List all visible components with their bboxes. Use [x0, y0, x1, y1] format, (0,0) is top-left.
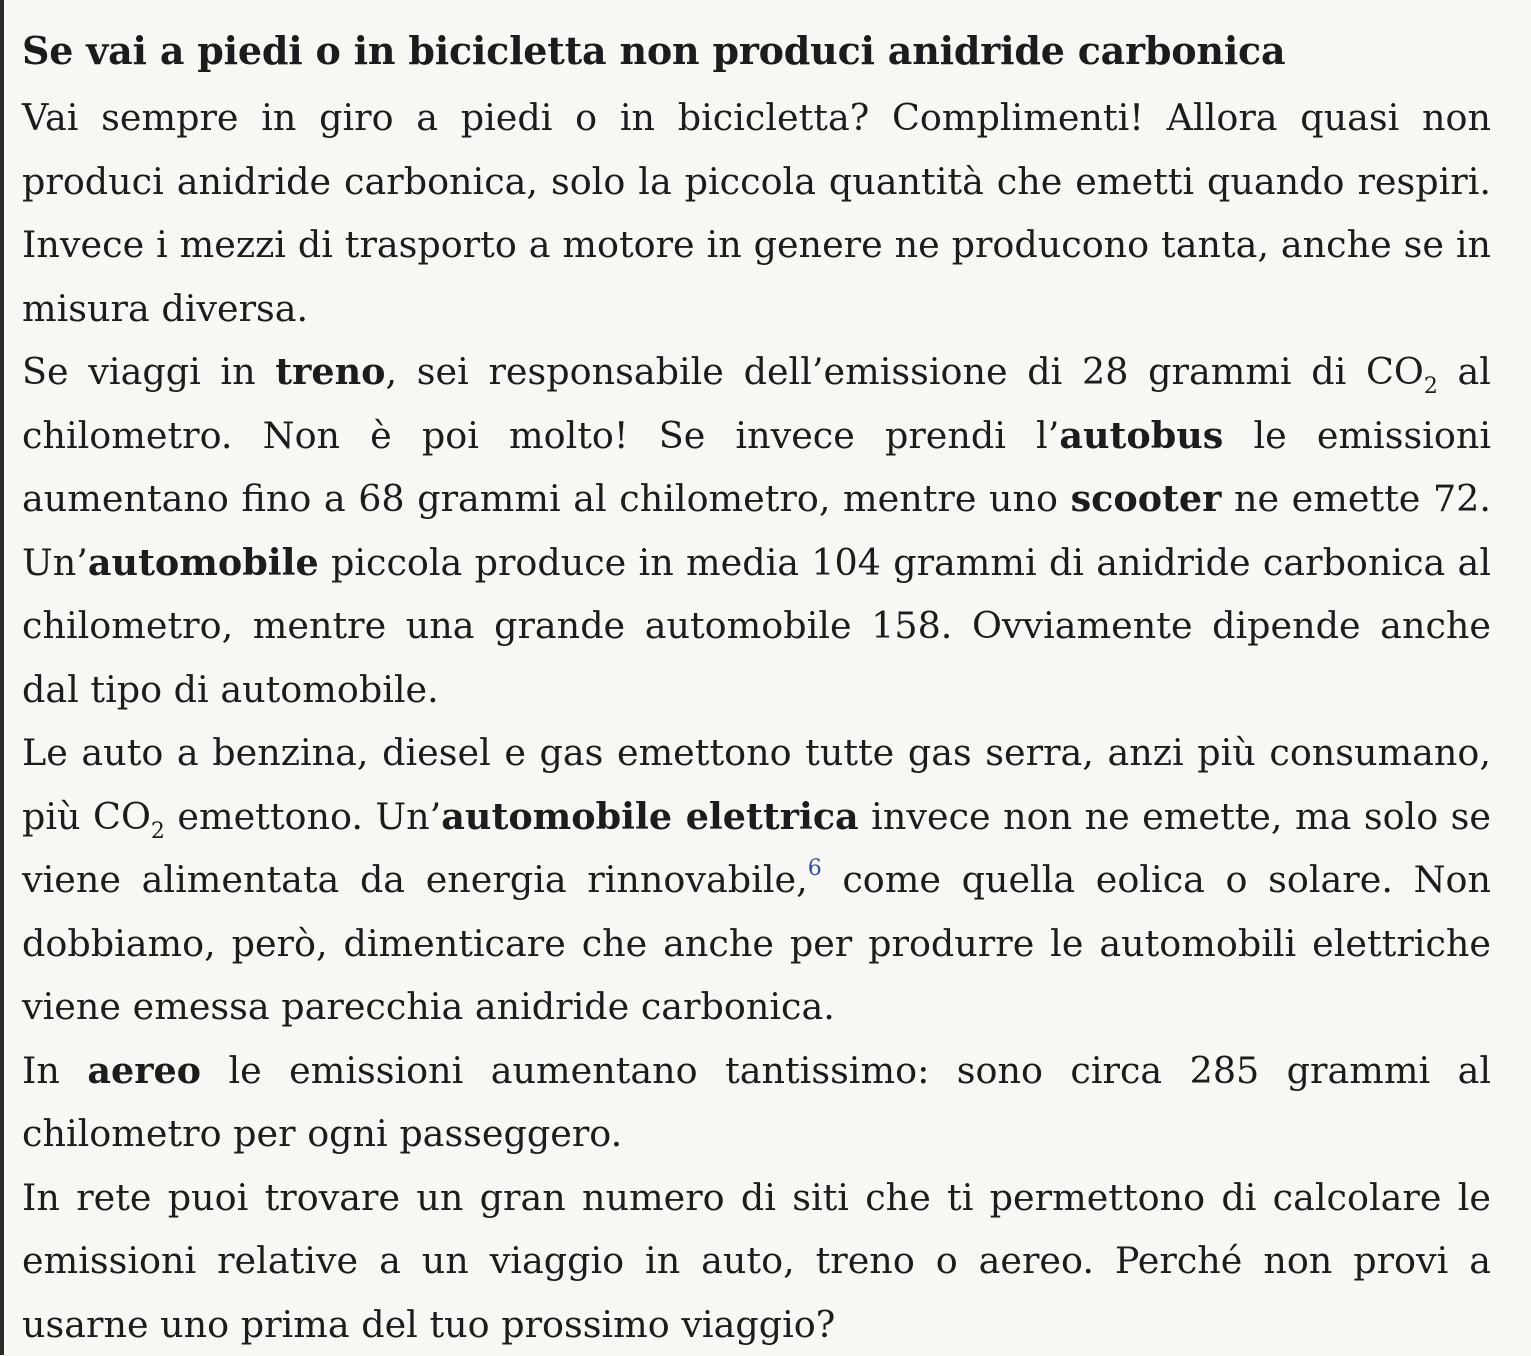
- text-run: le emissioni aumentano tantissimo: sono circa 285 grammi al chilometro per ogni passeggero.: [22, 1049, 1491, 1156]
- text-run: al chilometro. Non è poi molto! Se invece prendi l’: [22, 350, 1491, 457]
- keyword-scooter: scooter: [1071, 477, 1222, 520]
- text-run: In: [22, 1049, 87, 1092]
- keyword-treno: treno: [275, 350, 385, 393]
- text-run: piccola produce in media 104 grammi di anidride carbonica al chilometro, mentre una grande automobile 158. Ovviamente dipende anche dal tipo di automobile.: [22, 541, 1491, 711]
- subscript-2: 2: [151, 819, 165, 844]
- keyword-automobile: automobile: [88, 541, 319, 584]
- keyword-automobile-elettrica: automobile elettrica: [441, 795, 858, 838]
- paragraph-airplane: [22, 1039, 1491, 1166]
- text-run: emettono. Un’: [165, 795, 441, 838]
- text-run: Le auto a benzina, diesel e gas emettono tutte gas serra, anzi più consumano, più CO: [22, 731, 1491, 838]
- text-run: ne emette 72. Un’: [22, 477, 1491, 584]
- text-run: , sei responsabile dell’emissione di 28 grammi di CO: [386, 350, 1424, 393]
- keyword-aereo: aereo: [87, 1049, 201, 1092]
- paragraph-fuel-electric: [22, 721, 1491, 1039]
- page-edge-divider: [0, 0, 4, 1355]
- text-run: Se viaggi in: [22, 350, 275, 393]
- subscript-2: 2: [1424, 374, 1438, 399]
- text-run: invece non ne emette, ma solo se viene alimentata da energia rinnovabile,: [22, 795, 1491, 902]
- text-run: le emissioni aumentano fino a 68 grammi al chilometro, mentre uno: [22, 414, 1491, 521]
- paragraph-online-calculators: In rete puoi trovare un gran numero di siti che ti permettono di calcolare le emissioni relative a un viaggio in auto, treno o aereo. Perché non provi a usarne uno prima del tuo prossimo viaggio?: [22, 1166, 1491, 1356]
- keyword-autobus: autobus: [1059, 414, 1223, 457]
- footnote-marker[interactable]: 6: [808, 856, 822, 881]
- section-title: Se vai a piedi o in bicicletta non produci anidride carbonica: [22, 20, 1491, 82]
- paragraph-walking-cycling: Vai sempre in giro a piedi o in bicicletta? Complimenti! Allora quasi non produci anidride carbonica, solo la piccola quantità che emetti quando respiri. Invece i mezzi di trasporto a motore in genere ne producono tanta, anche se in misura diversa.: [22, 86, 1491, 340]
- paragraph-transport-emissions: [22, 340, 1491, 721]
- text-run: come quella eolica o solare. Non dobbiamo, però, dimenticare che anche per produrre le automobili elettriche viene emessa parecchia anidride carbonica.: [22, 858, 1491, 1028]
